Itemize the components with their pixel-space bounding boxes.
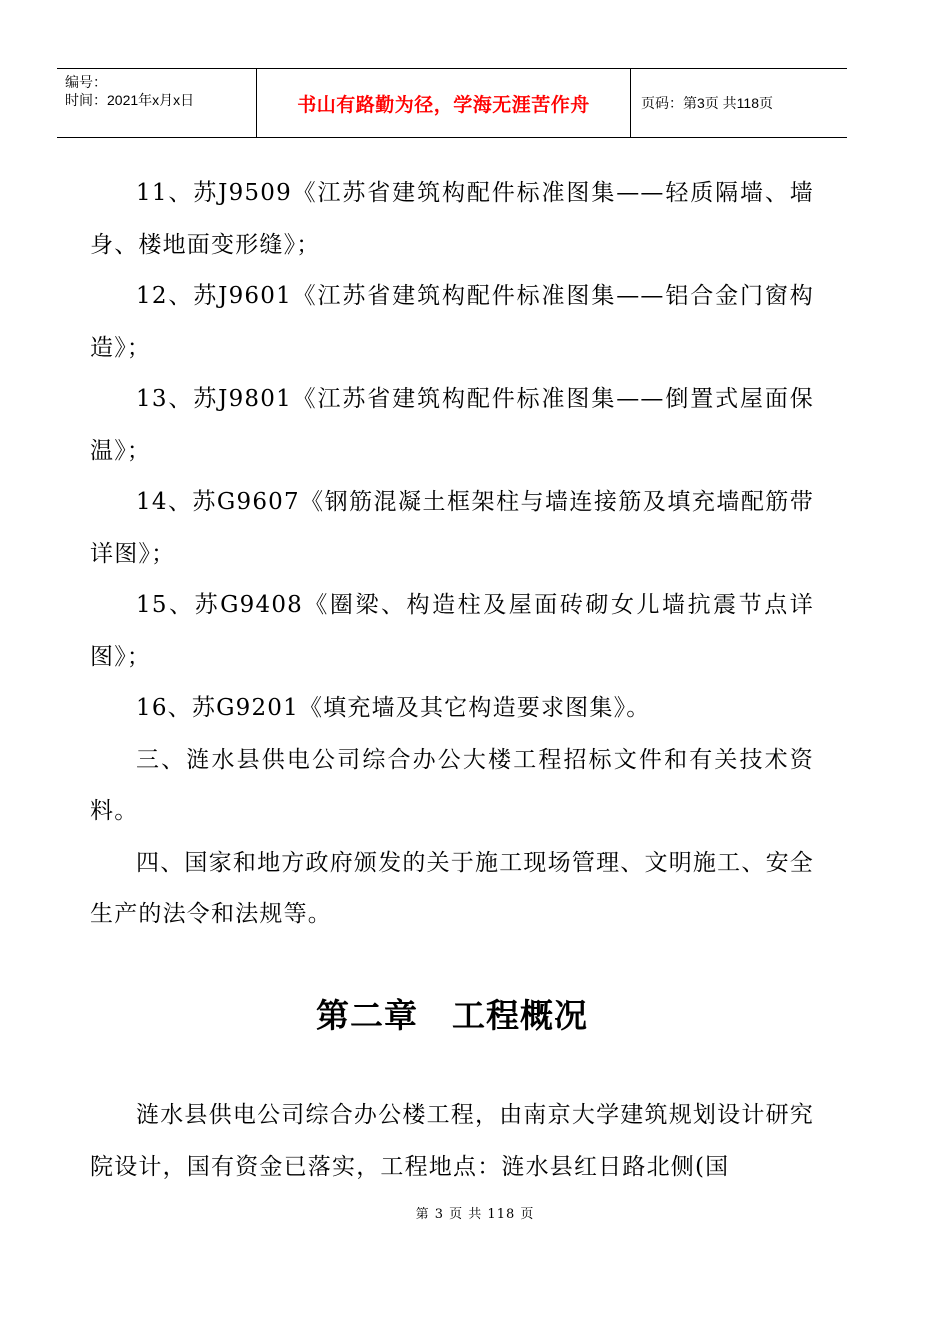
chapter-title: 第二章 工程概况: [316, 996, 588, 1035]
motto-text: 书山有路勤为径，学海无涯苦作舟: [297, 93, 590, 116]
page-header: [57, 68, 847, 138]
overview-content: [90, 1090, 814, 1193]
header-meta: [57, 69, 257, 137]
document-time: 时间：2021年x月x日: [65, 92, 195, 108]
header-page-cell: [631, 69, 847, 137]
paragraph-item-11: 11、苏J9509《江苏省建筑构配件标准图集——轻质隔墙、墙身、楼地面变形缝》；: [90, 180, 814, 258]
paragraph-section-3: 三、涟水县供电公司综合办公大楼工程招标文件和有关技术资料。: [90, 746, 814, 824]
paragraph-item-12: 12、苏J9601《江苏省建筑构配件标准图集——铝合金门窗构造》；: [90, 283, 814, 361]
paragraph-section-4: 四、国家和地方政府颁发的关于施工现场管理、文明施工、安全生产的法令和法规等。: [90, 849, 814, 927]
paragraph-item-14: 14、苏G9607《钢筋混凝土框架柱与墙连接筋及填充墙配筋带详图》；: [90, 489, 814, 567]
body-content: [90, 168, 814, 941]
paragraph-item-13: 13、苏J9801《江苏省建筑构配件标准图集——倒置式屋面保温》；: [90, 386, 814, 464]
paragraph-item-16: 16、苏G9201《填充墙及其它构造要求图集》。: [136, 695, 651, 721]
overview-paragraph: 涟水县供电公司综合办公楼工程，由南京大学建筑规划设计研究院设计，国有资金已落实，工程地点：涟水县红日路北侧(国: [90, 1102, 814, 1180]
page-number-label: 页码：第3页 共118页: [641, 95, 773, 111]
page-footer: 第 3 页 共 118 页: [415, 1207, 535, 1222]
header-motto-cell: [257, 69, 631, 137]
paragraph-item-15: 15、苏G9408《圈梁、构造柱及屋面砖砌女儿墙抗震节点详图》；: [90, 592, 814, 670]
document-number: 编号：: [65, 74, 107, 90]
